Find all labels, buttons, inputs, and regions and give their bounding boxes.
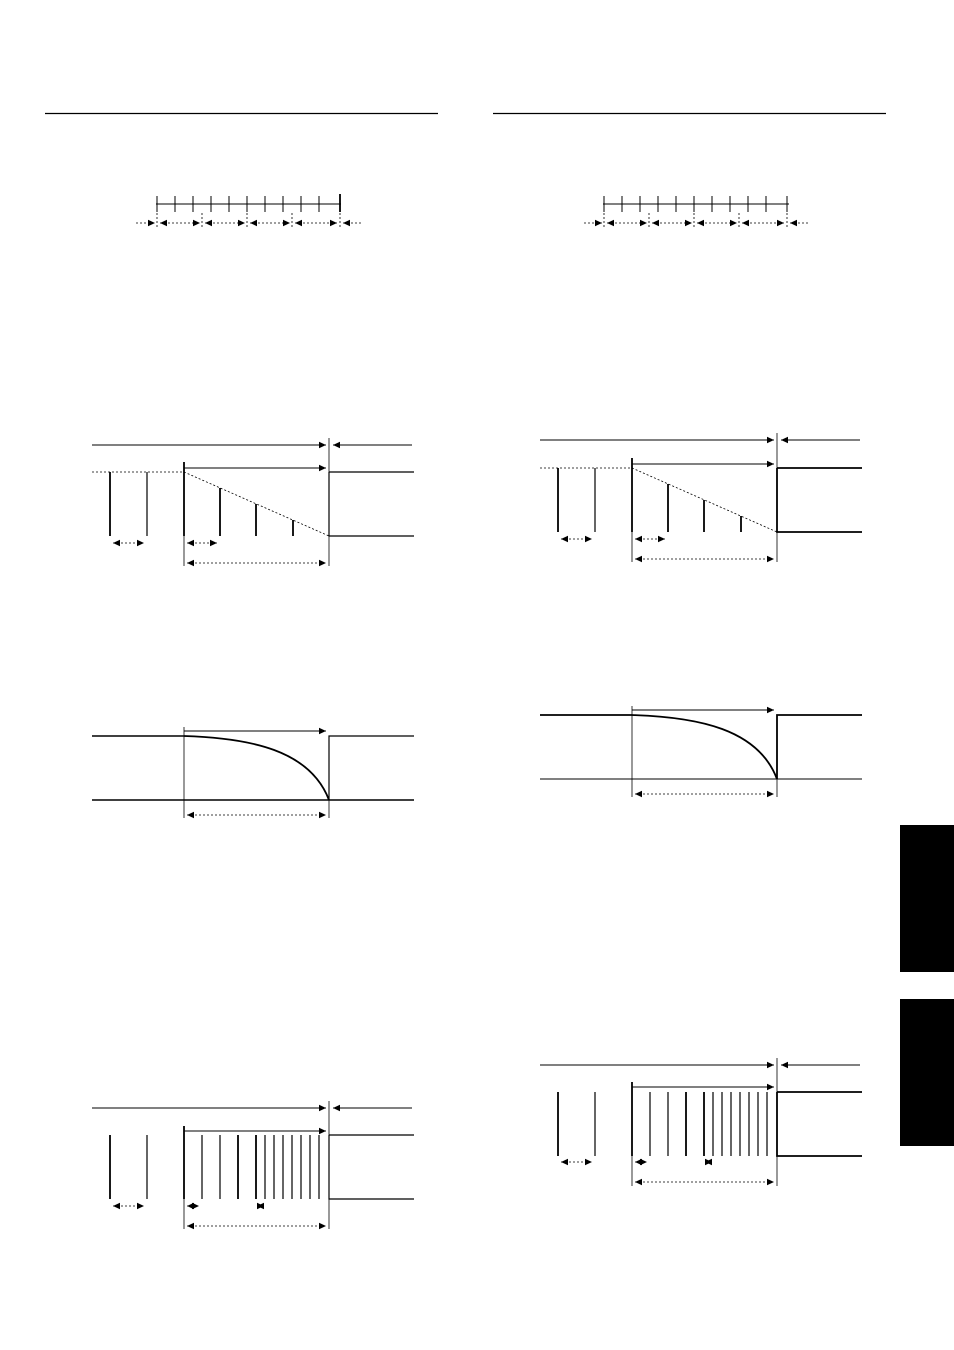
right-curve-diagram <box>540 706 862 797</box>
left-ruler-ticks <box>157 194 340 212</box>
right-ruler-diagram <box>584 196 808 227</box>
left-linear-burst-pulses <box>110 462 293 536</box>
left-dense-burst-diagram <box>92 1101 414 1229</box>
side-tab-upper[interactable] <box>900 825 954 972</box>
side-tab-lower[interactable] <box>900 999 954 1146</box>
left-curve-diagram <box>92 727 414 818</box>
left-linear-burst-diagram <box>92 438 414 566</box>
right-dense-burst-diagram <box>540 1058 862 1186</box>
right-dense-burst-pulses <box>558 1082 767 1156</box>
left-ruler-diagram <box>136 194 362 227</box>
right-linear-burst-pulses <box>558 458 741 532</box>
left-dense-burst-pulses <box>110 1126 319 1199</box>
right-linear-burst-diagram <box>540 433 862 562</box>
right-ruler-intervals <box>584 213 808 227</box>
left-ruler-intervals <box>136 213 362 227</box>
